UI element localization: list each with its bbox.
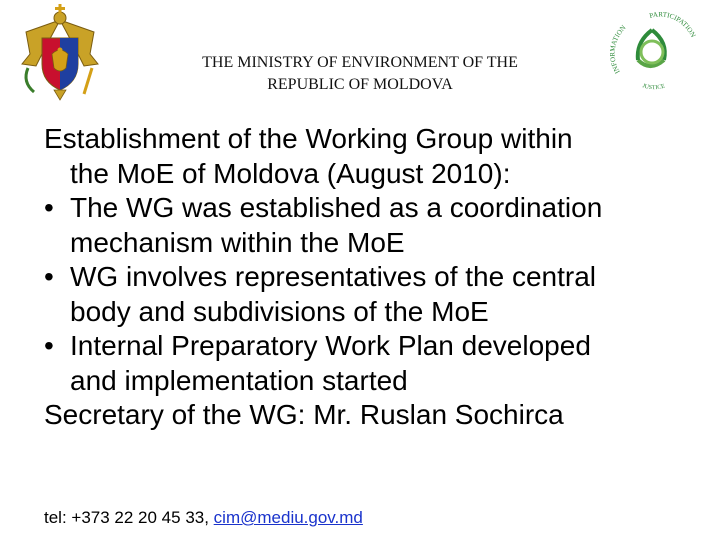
slide-body [44,122,704,433]
bullet-item [44,260,704,329]
logo-arc-information: INFORMATION [608,23,628,76]
moldova-coat-of-arms-icon [14,2,106,102]
contact-phone: tel: +373 22 20 45 33, [44,508,214,527]
intro-line2: the MoE of Moldova (August 2010): [70,157,511,189]
logo-arc-participation: PARTICIPATION [648,12,698,39]
contact-line [44,508,363,528]
bullet-text-line1: WG involves representatives of the central [70,261,597,292]
bullet-item [44,329,704,398]
secretary-line: Secretary of the WG: Mr. Ruslan Sochirca [44,399,564,430]
logo-arc-justice: JUSTICE [641,83,666,92]
contact-email-link[interactable]: cim@mediu.gov.md [213,508,363,527]
bullet-text-line2: mechanism within the MoE [70,226,405,258]
ministry-header-line2: REPUBLIC OF MOLDOVA [267,76,453,93]
bullet-text-line1: The WG was established as a coordination [70,192,603,223]
ministry-header [100,52,620,96]
bullet-text-line2: and implementation started [70,364,408,396]
bullet-item [44,191,704,260]
bullet-dot: • [44,330,54,361]
ministry-header-line1: THE MINISTRY OF ENVIRONMENT OF THE [202,54,518,71]
bullet-dot: • [44,261,54,292]
bullet-text-line1: Internal Preparatory Work Plan developed [70,330,591,361]
svg-text:JUSTICE [641,83,666,91]
intro-line1: Establishment of the Working Group within [44,123,573,154]
bullet-dot: • [44,192,54,223]
bullet-text-line2: body and subdivisions of the MoE [70,295,489,327]
